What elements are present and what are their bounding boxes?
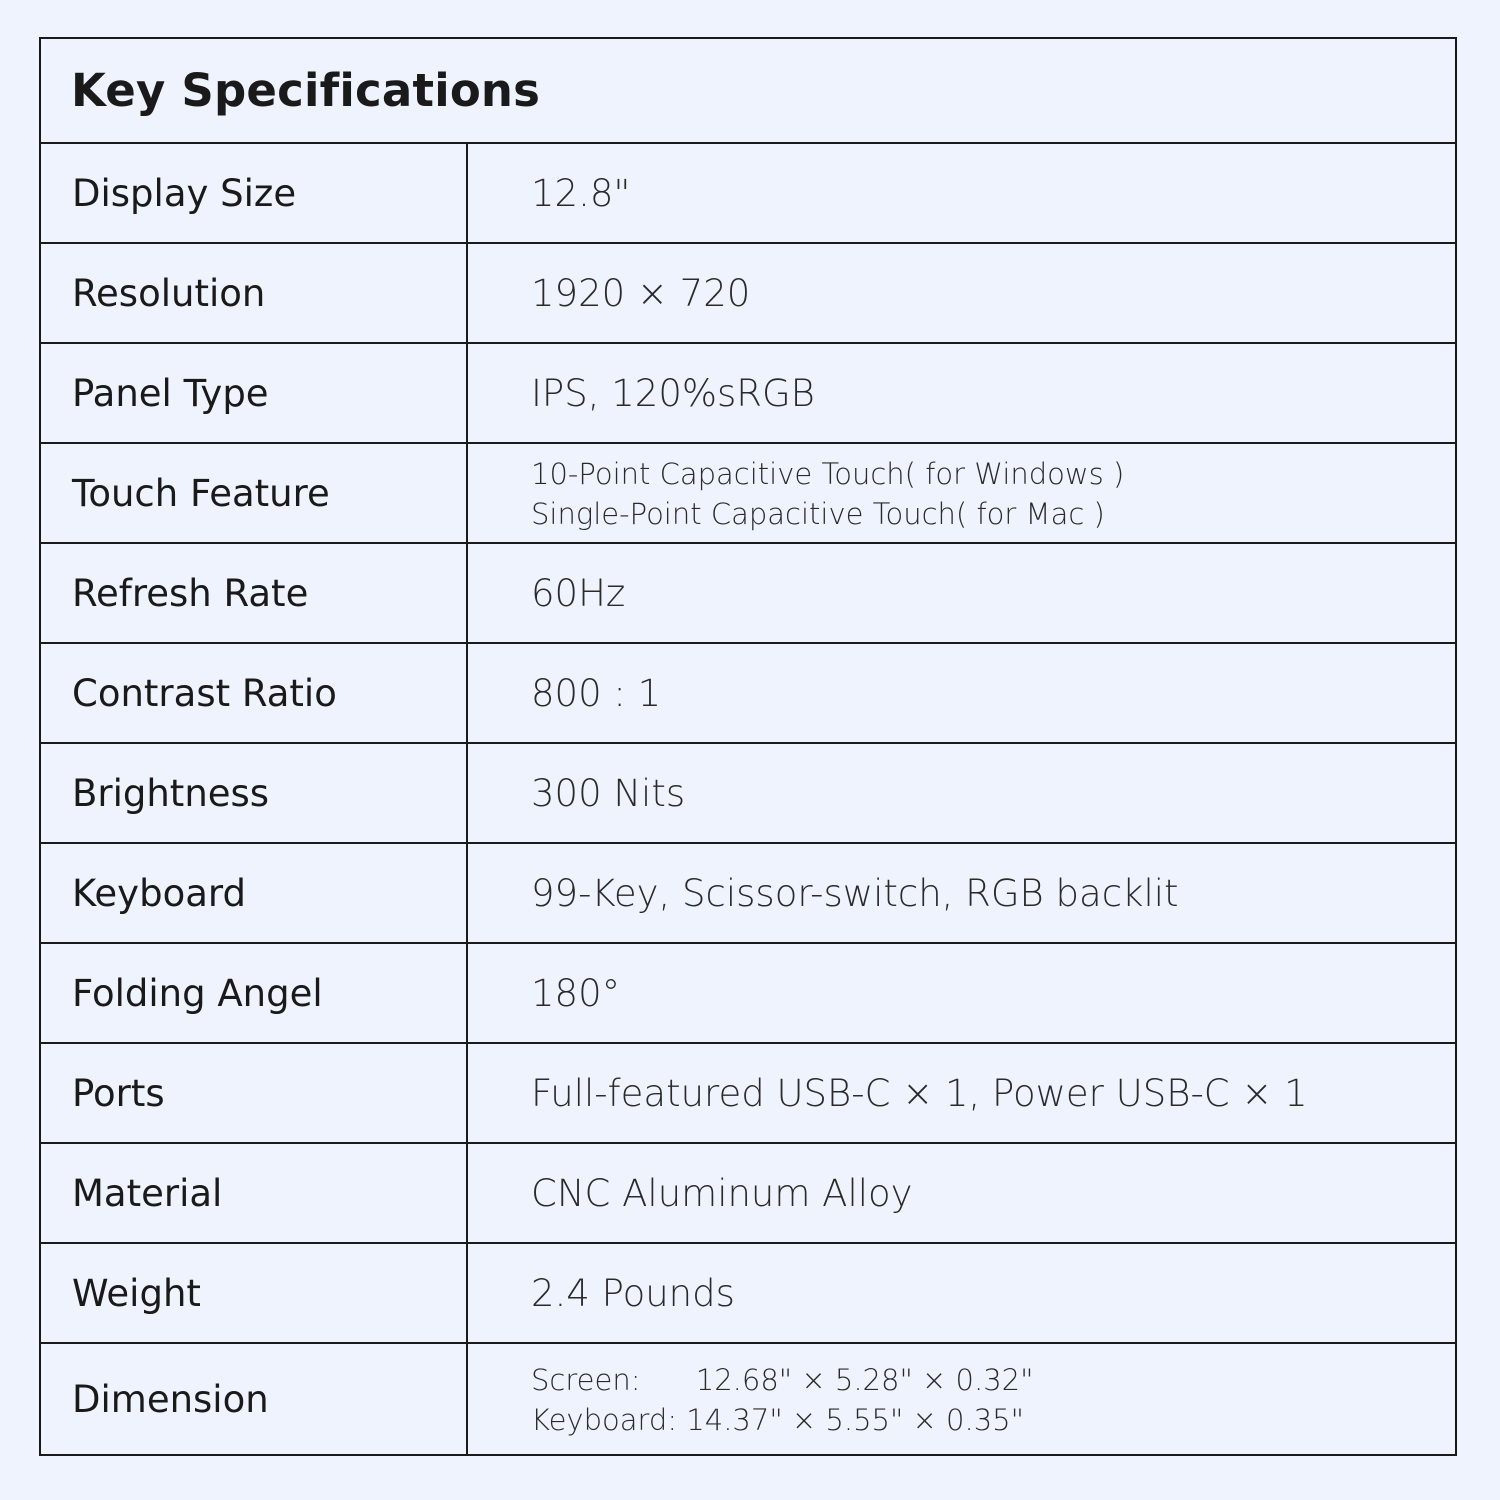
spec-value [468,444,1455,542]
spec-label: Display Size [41,144,468,242]
spec-row-keyboard [41,844,1455,944]
spec-value [468,1344,1455,1454]
spec-value: 12.8" [531,171,631,215]
spec-row-material [41,1144,1455,1244]
spec-label: Folding Angel [41,944,468,1042]
spec-table [39,37,1457,1456]
spec-label: Material [41,1144,468,1242]
spec-row-brightness [41,744,1455,844]
spec-value: IPS, 120%sRGB [531,371,815,415]
spec-row-refresh-rate [41,544,1455,644]
spec-row-weight [41,1244,1455,1344]
spec-label: Resolution [41,244,468,342]
spec-value: 99-Key, Scissor-switch, RGB backlit [531,871,1179,915]
spec-value: 2.4 Pounds [531,1271,735,1315]
spec-value: 1920 × 720 [531,271,751,315]
spec-label: Ports [41,1044,468,1142]
spec-row-contrast-ratio [41,644,1455,744]
spec-row-dimension [41,1344,1455,1454]
spec-value: Full-featured USB-C × 1, Power USB-C × 1 [531,1071,1308,1115]
spec-value: 800 : 1 [531,671,662,715]
spec-label: Panel Type [41,344,468,442]
spec-label: Dimension [41,1344,468,1454]
spec-label: Contrast Ratio [41,644,468,742]
spec-label: Brightness [41,744,468,842]
spec-row-folding-angel [41,944,1455,1044]
spec-value: 300 Nits [531,771,686,815]
spec-label: Keyboard [41,844,468,942]
spec-value: 180° [531,971,621,1015]
title-row [41,39,1455,144]
spec-value-line: Single-Point Capacitive Touch( for Mac ) [531,497,1105,531]
spec-row-resolution [41,244,1455,344]
spec-value-line: Keyboard: 14.37" × 5.55" × 0.35" [531,1403,1024,1437]
spec-label: Refresh Rate [41,544,468,642]
spec-row-touch-feature [41,444,1455,544]
spec-value: CNC Aluminum Alloy [531,1171,913,1215]
spec-label: Weight [41,1244,468,1342]
spec-value: 60Hz [531,571,626,615]
spec-row-display-size [41,144,1455,244]
spec-value-line: 10-Point Capacitive Touch( for Windows ) [531,457,1125,491]
page-title: Key Specifications [71,64,541,117]
spec-value-line: Screen: 12.68" × 5.28" × 0.32" [531,1363,1034,1397]
spec-label: Touch Feature [41,444,468,542]
spec-row-ports [41,1044,1455,1144]
spec-row-panel-type [41,344,1455,444]
